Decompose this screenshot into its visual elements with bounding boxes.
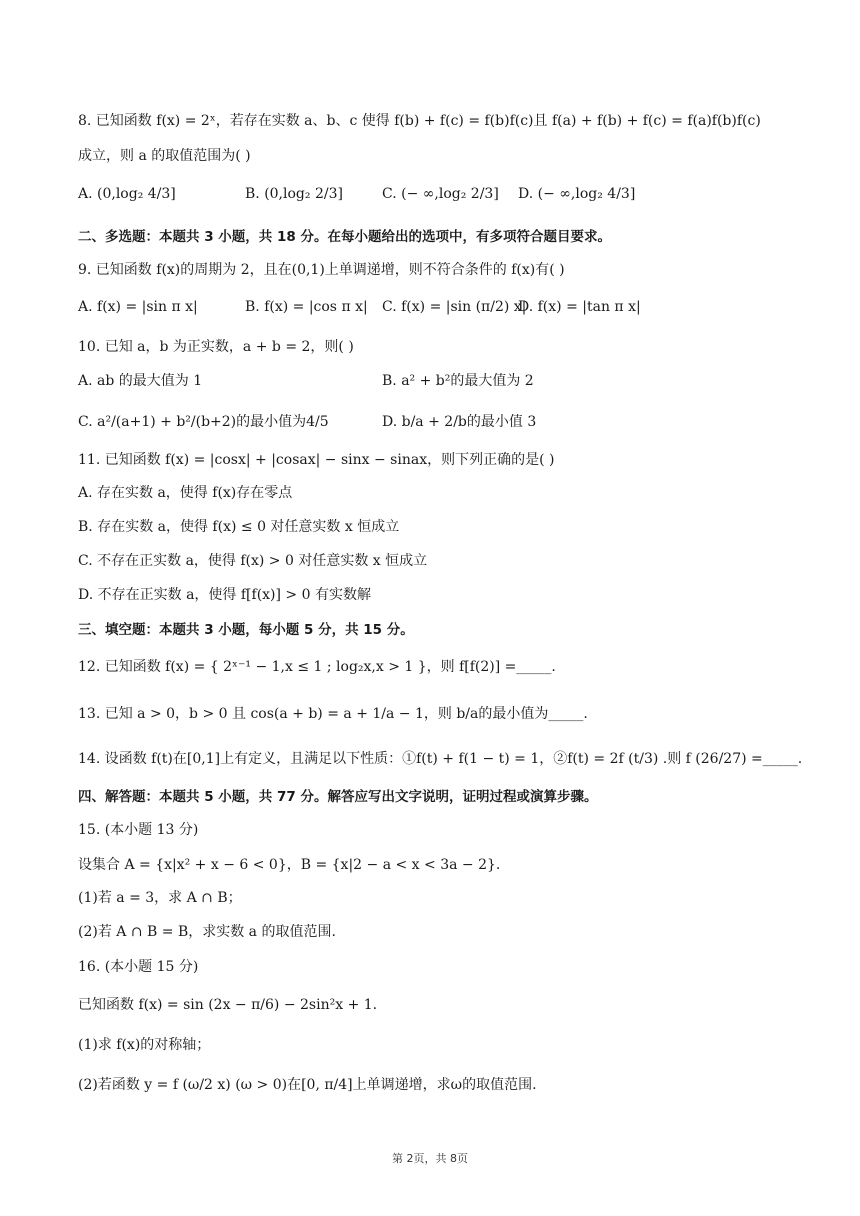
q11-option-a: A. 存在实数 a，使得 f(x)存在零点	[78, 485, 293, 501]
q16-setup: 已知函数 f(x) = sin (2x − π/6) − 2sin²x + 1.	[78, 997, 378, 1013]
q11-stem: 11. 已知函数 f(x) = |cosx| + |cosax| − sinx − sinax，则下列正确的是( )	[78, 452, 555, 468]
section-heading-multiple-choice: 二、多选题：本题共 3 小题，共 18 分。在每小题给出的选项中，有多项符合题目要求。	[78, 229, 611, 245]
q9-option-d: D. f(x) = |tan π x|	[518, 299, 641, 315]
section-heading-fill-in: 三、填空题：本题共 3 小题，每小题 5 分，共 15 分。	[78, 622, 414, 638]
q8-option-c: C. (− ∞,log₂ 2/3]	[382, 186, 499, 202]
q10-option-d: D. b/a + 2/b的最小值 3	[382, 414, 537, 430]
q9-option-a: A. f(x) = |sin π x|	[78, 299, 198, 315]
q14-stem: 14. 设函数 f(t)在[0,1]上有定义，且满足以下性质：①f(t) + f(1 − t) = 1，②f(t) = 2f (t/3) .则 f (26/27) =_____.	[78, 751, 803, 767]
q11-option-d: D. 不存在正实数 a，使得 f[f(x)] > 0 有实数解	[78, 587, 371, 603]
q9-option-c: C. f(x) = |sin (π/2) x|	[382, 299, 527, 315]
q8-option-d: D. (− ∞,log₂ 4/3]	[518, 186, 636, 202]
q10-option-b: B. a² + b²的最大值为 2	[382, 373, 534, 389]
q9-option-b: B. f(x) = |cos π x|	[245, 299, 368, 315]
q16-part2: (2)若函数 y = f (ω/2 x) (ω > 0)在[0, π/4]上单调递增，求ω的取值范围.	[78, 1077, 537, 1093]
q15-part1: (1)若 a = 3，求 A ∩ B；	[78, 890, 242, 906]
q10-option-c: C. a²/(a+1) + b²/(b+2)的最小值为4/5	[78, 414, 329, 430]
q15-part2: (2)若 A ∩ B = B，求实数 a 的取值范围.	[78, 924, 336, 940]
q16-heading: 16. (本小题 15 分)	[78, 959, 199, 975]
q15-heading: 15. (本小题 13 分)	[78, 822, 199, 838]
page-footer: 第 2页，共 8页	[392, 1152, 468, 1165]
q16-part1: (1)求 f(x)的对称轴；	[78, 1037, 211, 1053]
q11-option-c: C. 不存在正实数 a，使得 f(x) > 0 对任意实数 x 恒成立	[78, 553, 428, 569]
q13-stem: 13. 已知 a > 0，b > 0 且 cos(a + b) = a + 1/a − 1，则 b/a的最小值为_____.	[78, 706, 588, 722]
q8-stem-line1: 8. 已知函数 f(x) = 2ˣ，若存在实数 a、b、c 使得 f(b) + f(c) = f(b)f(c)且 f(a) + f(b) + f(c) = f(a)f(b)f(c)	[78, 113, 761, 129]
q8-option-a: A. (0,log₂ 4/3]	[78, 186, 176, 202]
q11-option-b: B. 存在实数 a，使得 f(x) ≤ 0 对任意实数 x 恒成立	[78, 519, 400, 535]
q8-option-b: B. (0,log₂ 2/3]	[245, 186, 343, 202]
q8-stem-line2: 成立，则 a 的取值范围为( )	[78, 148, 251, 164]
section-heading-answer: 四、解答题：本题共 5 小题，共 77 分。解答应写出文字说明，证明过程或演算步骤。	[78, 789, 598, 805]
q9-stem: 9. 已知函数 f(x)的周期为 2，且在(0,1)上单调递增，则不符合条件的 f(x)有( )	[78, 262, 565, 278]
q15-setup: 设集合 A = {x|x² + x − 6 < 0}，B = {x|2 − a < x < 3a − 2}.	[78, 857, 501, 873]
q10-option-a: A. ab 的最大值为 1	[78, 373, 203, 389]
q12-stem: 12. 已知函数 f(x) = { 2ˣ⁻¹ − 1,x ≤ 1 ; log₂x,x > 1 }，则 f[f(2)] =_____.	[78, 659, 556, 675]
q10-stem: 10. 已知 a，b 为正实数，a + b = 2，则( )	[78, 339, 354, 355]
